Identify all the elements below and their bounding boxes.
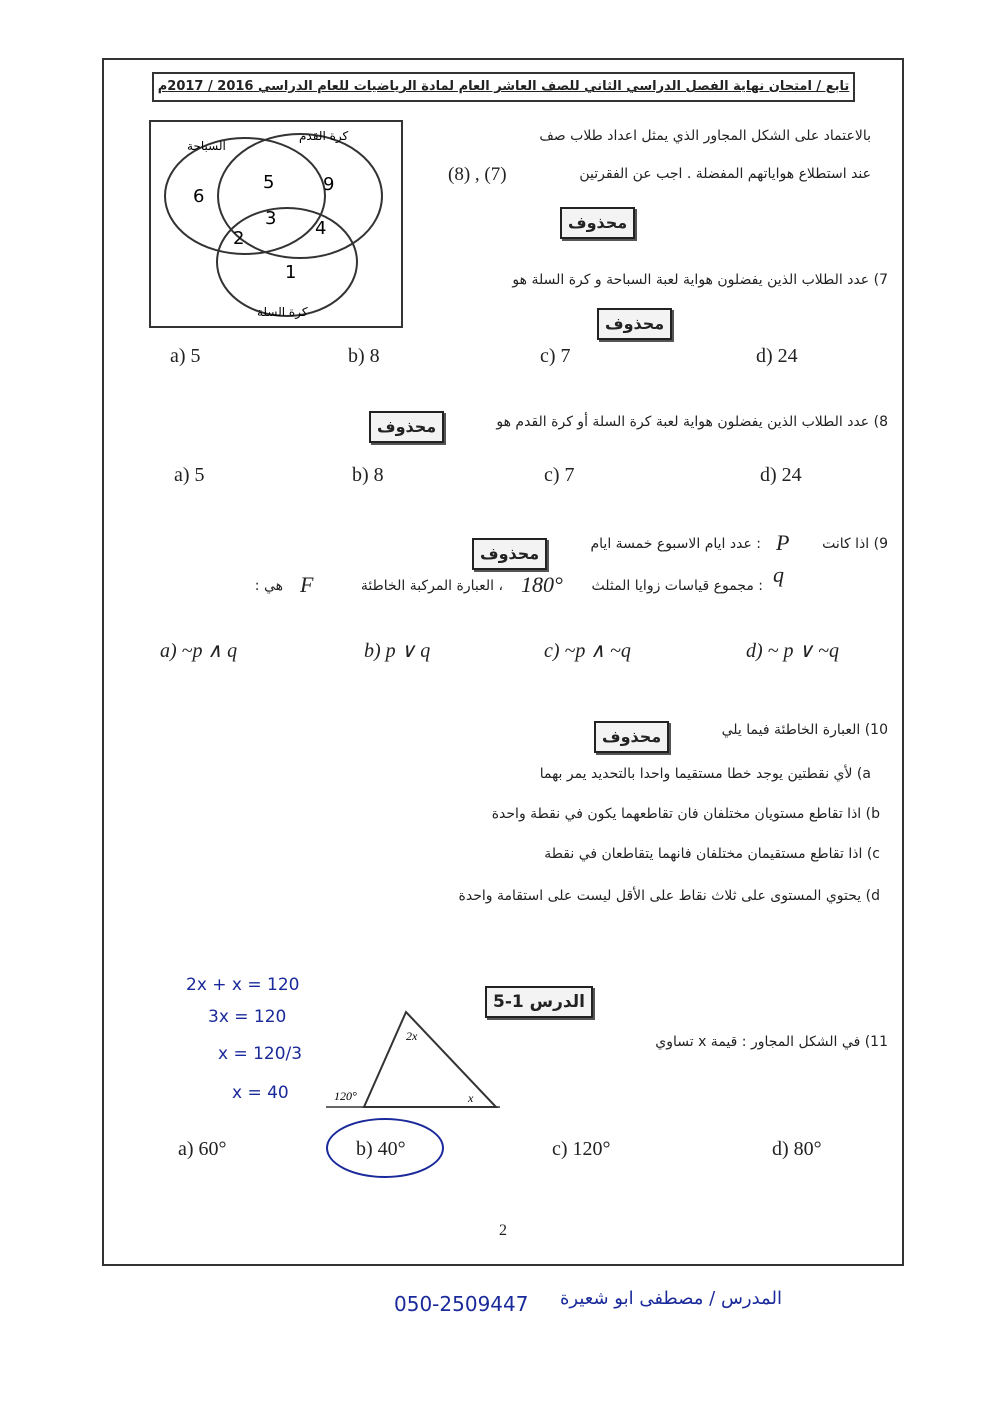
venn-value: 5 <box>263 172 275 193</box>
venn-value: 3 <box>265 208 277 229</box>
q8-option-c: c) 7 <box>544 464 575 486</box>
q9-q-symbol: q <box>773 562 784 587</box>
q9-p-symbol: P <box>776 530 790 555</box>
venn-svg <box>149 120 403 328</box>
venn-label-swimming: السباحة <box>187 139 226 153</box>
triangle-svg <box>326 1008 502 1112</box>
footer-phone: 050-2509447 <box>394 1292 529 1316</box>
venn-value: 6 <box>193 186 205 207</box>
q9-option-b: b) p ∨ q <box>364 640 431 662</box>
q9-option-c: c) ~p ∧ ~q <box>544 640 631 662</box>
intro-line2: عند استطلاع هواياتهم المفضلة . اجب عن الفقرتين <box>579 166 871 182</box>
q10-option-c: c) اذا تقاطع مستقيمان مختلفان فانهما يتقاطعان في نقطة <box>544 846 880 862</box>
venn-swimming-circle <box>165 138 325 254</box>
deleted-badge: محذوف <box>472 538 547 570</box>
q8-option-d: d) 24 <box>760 464 802 486</box>
intro-line1: بالاعتماد على الشكل المجاور الذي يمثل اعداد طلاب صف <box>539 128 871 144</box>
q9-p-text: : عدد ايام الاسبوع خمسة ايام <box>590 536 761 552</box>
q9-option-a: a) ~p ∧ q <box>160 640 238 662</box>
deleted-badge: محذوف <box>594 721 669 753</box>
handwork-line: x = 40 <box>232 1083 289 1103</box>
q8-option-b: b) 8 <box>352 464 384 486</box>
q11-option-c: c) 120° <box>552 1138 611 1160</box>
venn-label-football: كرة القدم <box>299 129 349 143</box>
q11-text: 11) في الشكل المجاور : قيمة x تساوي <box>655 1034 888 1050</box>
q7-option-d: d) 24 <box>756 345 798 367</box>
venn-value: 4 <box>315 218 327 239</box>
q9-f-symbol: F <box>300 572 314 597</box>
q11-option-a: a) 60° <box>178 1138 227 1160</box>
q8-text: 8) عدد الطلاب الذين يفضلون هواية لعبة كرة السلة أو كرة القدم هو <box>496 414 888 430</box>
q9-angle: 180° <box>521 572 563 597</box>
q7-option-a: a) 5 <box>170 345 201 367</box>
q8-option-a: a) 5 <box>174 464 205 486</box>
handwork-line: 3x = 120 <box>208 1007 287 1027</box>
triangle-label: 2x <box>406 1029 418 1043</box>
page-number: 2 <box>499 1222 507 1239</box>
q11-option-d: d) 80° <box>772 1138 822 1160</box>
lesson-badge: الدرس 1-5 <box>485 986 593 1018</box>
q7-text: 7) عدد الطلاب الذين يفضلون هواية لعبة السباحة و كرة السلة هو <box>512 272 888 288</box>
q9-prefix: 9) اذا كانت <box>822 536 888 552</box>
q7-option-c: c) 7 <box>540 345 571 367</box>
triangle-figure <box>326 1008 502 1116</box>
venn-value: 9 <box>323 174 335 195</box>
q9-q-suffix: ، العبارة المركبة الخاطئة <box>360 578 503 594</box>
q9-q-text: : مجموع قياسات زوايا المثلث <box>591 578 763 594</box>
q10-text: 10) العبارة الخاطئة فيما يلي <box>721 722 888 738</box>
triangle-shape <box>364 1012 496 1107</box>
exam-header: تابع / امتحان نهاية الفصل الدراسي الثاني للصف العاشر العام لمادة الرياضيات للعام الدراسي 2016 / 2017م <box>152 72 855 102</box>
q10-option-d: d) يحتوي المستوى على ثلاث نقاط على الأقل ليست على استقامة واحدة <box>458 888 880 904</box>
q9-option-d: d) ~ p ∨ ~q <box>746 640 839 662</box>
deleted-badge: محذوف <box>597 308 672 340</box>
venn-value: 1 <box>285 262 297 283</box>
intro-refs: (8) , (7) <box>448 164 507 185</box>
handwork-line: x = 120/3 <box>218 1044 303 1064</box>
handwork-line: 2x + x = 120 <box>186 975 300 995</box>
venn-label-basketball: كرة السلة <box>257 305 308 319</box>
q7-option-b: b) 8 <box>348 345 380 367</box>
footer-note: المدرس / مصطفى ابو شعيرة <box>560 1288 782 1309</box>
triangle-label: x <box>468 1091 474 1105</box>
venn-value: 2 <box>233 228 245 249</box>
venn-diagram <box>149 120 403 328</box>
deleted-badge: محذوف <box>560 207 635 239</box>
q9-end: هي : <box>254 578 283 594</box>
deleted-badge: محذوف <box>369 411 444 443</box>
triangle-label: 120° <box>334 1089 357 1103</box>
q10-option-b: b) اذا تقاطع مستويان مختلفان فان تقاطعهما يكون في نقطة واحدة <box>491 806 880 822</box>
q11-option-b: b) 40° <box>356 1138 406 1160</box>
q10-option-a: a) لأي نقطتين يوجد خطا مستقيما واحدا بالتحديد يمر بهما <box>539 766 871 782</box>
